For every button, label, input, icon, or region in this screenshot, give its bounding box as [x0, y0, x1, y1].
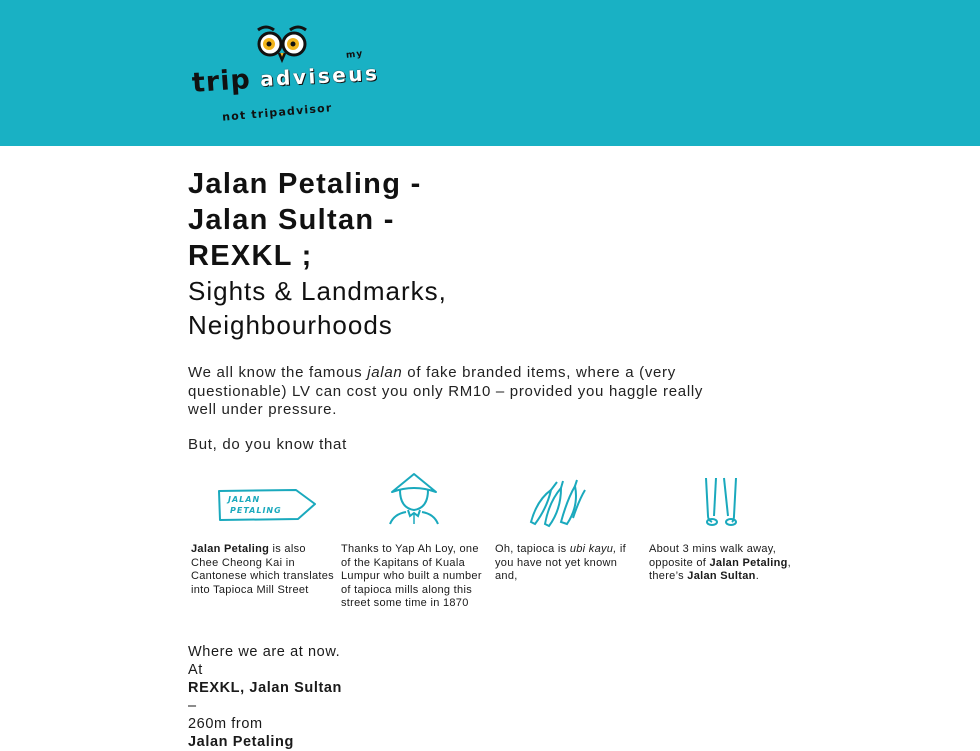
sign-label: JALAN: [228, 495, 261, 504]
intro-text: of fake branded items, where a (very questionable) LV can cost you only RM10 – provided you haggle really well under pressure.: [188, 364, 704, 418]
title-line: REXKL ;: [188, 240, 313, 272]
fact-column-3: [495, 543, 635, 584]
subtitle-line: Neighbourhoods: [188, 310, 393, 340]
logo-my-text: my: [345, 49, 364, 61]
fact-column-4: [649, 543, 799, 584]
fact-text: Thanks to Yap Ah Loy, one of the Kapitans of Kuala Lumpur who built a number of tapioca mills along this street some time in 1870: [341, 543, 482, 610]
fact-text: if you have not yet known and,: [495, 543, 627, 583]
kapitan-figure-icon: [386, 470, 442, 526]
sign-label: PETALING: [230, 506, 282, 515]
fact-text: .: [755, 570, 760, 583]
logo[interactable]: [188, 20, 378, 132]
question-text: But, do you know that: [188, 436, 347, 453]
location-line: Where we are at now.: [188, 644, 341, 660]
location-note: [188, 643, 342, 751]
fact-text: , there’s: [649, 556, 792, 583]
intro-text: We all know the famous: [188, 364, 368, 381]
location-line: [188, 661, 342, 715]
title-line: Jalan Petaling -: [188, 168, 422, 200]
fact-bold: Jalan Petaling: [191, 543, 270, 555]
location-text: –: [188, 698, 197, 714]
owl-icon: [252, 24, 312, 64]
location-line: [188, 715, 342, 751]
legs-walking-icon: [700, 476, 744, 530]
page-subtitle: [188, 274, 447, 342]
page-title: [188, 166, 422, 274]
fact-bold: Jalan Petaling: [709, 556, 788, 569]
intro-emphasis: jalan: [367, 364, 403, 381]
fact-text: Oh, tapioca is: [495, 543, 570, 555]
header-banner: [0, 0, 980, 146]
fact-column-1: [191, 543, 336, 597]
logo-adviseus-text: adviseus: [259, 60, 380, 92]
location-bold: Jalan Petaling: [188, 734, 294, 750]
title-line: Jalan Sultan -: [188, 204, 395, 236]
fact-column-2: [341, 543, 489, 611]
intro-paragraph: [188, 364, 708, 420]
fact-bold: Jalan Sultan: [687, 570, 756, 583]
fact-emphasis: ubi kayu,: [569, 543, 617, 555]
location-bold: REXKL, Jalan Sultan: [188, 680, 343, 696]
street-sign-icon: [216, 487, 318, 523]
location-text: 260m from: [188, 716, 263, 732]
fact-text: About 3 mins walk away, opposite of: [649, 543, 777, 569]
subtitle-line: Sights & Landmarks,: [188, 276, 447, 306]
logo-tagline: not tripadvisor: [221, 101, 333, 124]
tapioca-icon: [527, 478, 589, 528]
logo-trip-text: trip: [190, 63, 252, 100]
location-text: At: [188, 662, 203, 678]
fact-text: is also Chee Cheong Kai in Cantonese which translates into Tapioca Mill Street: [191, 543, 334, 596]
